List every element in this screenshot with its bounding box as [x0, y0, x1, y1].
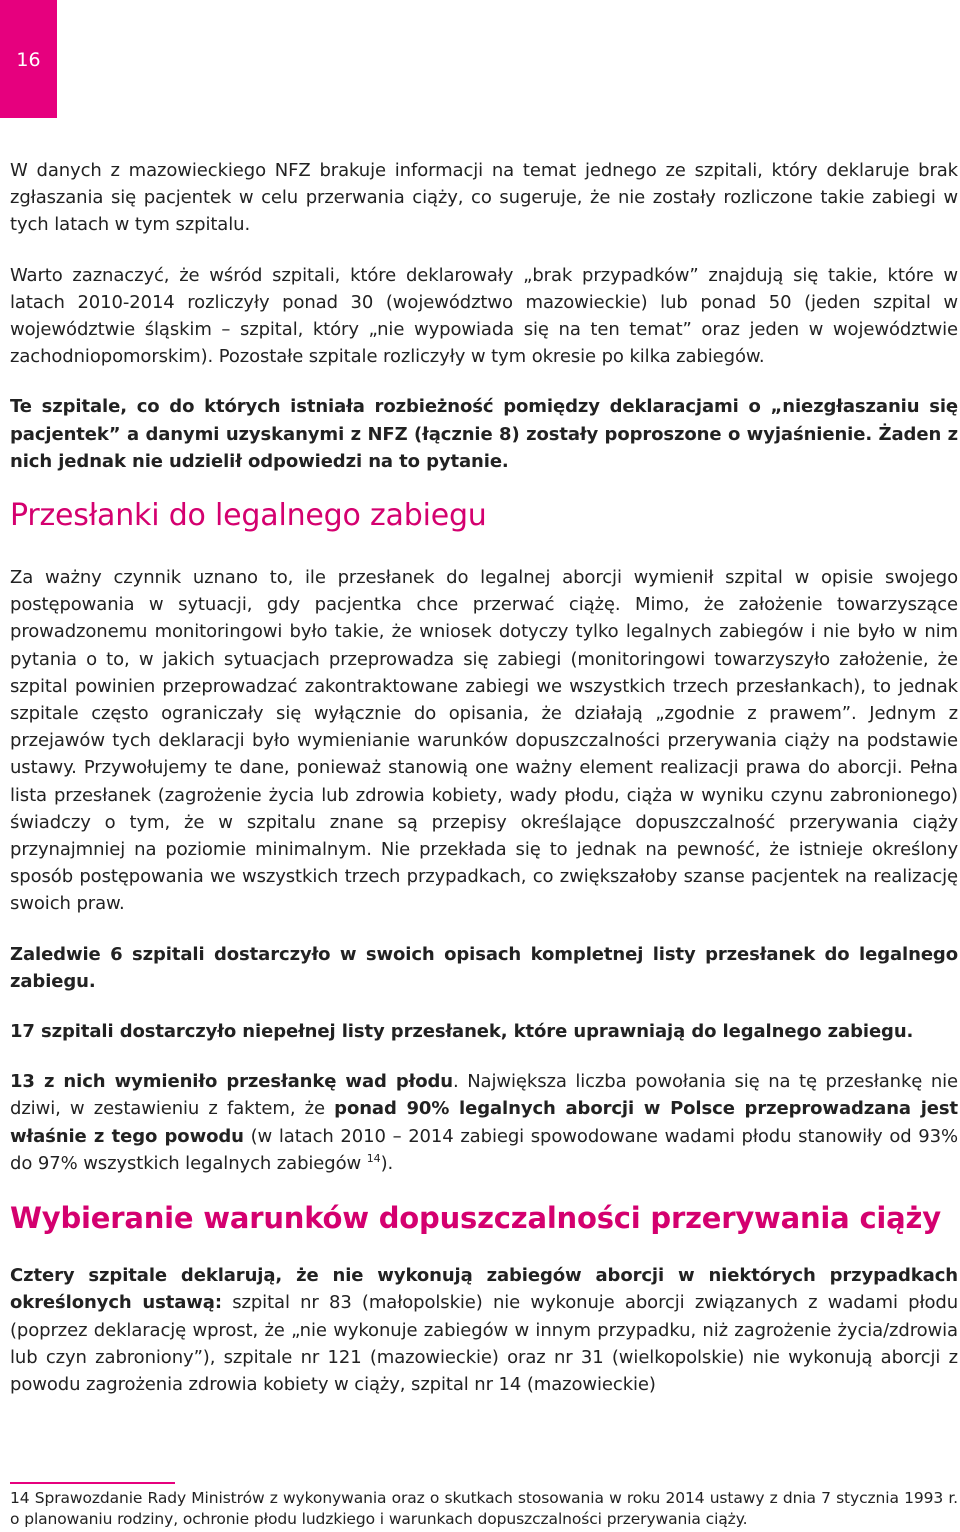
section1-paragraph-4 [10, 1068, 958, 1177]
intro-paragraph-1: W danych z mazowieckiego NFZ brakuje informacji na temat jednego ze szpitali, który deklaruje brak zgłaszania się pacjentek w celu przerwania ciąży, co sugeruje, że nie zostały rozliczone takie zabiegi w tych latach w tym szpitalu. [10, 160, 958, 236]
section1-p4-bold-2: ponad 90% legalnych aborcji w Polsce przeprowadzana jest właśnie z tego powodu [10, 1098, 958, 1147]
section2-p1-bold: Cztery szpitale deklarują, że nie wykonują zabiegów aborcji w niektórych przypadkach określonych ustawą: [10, 1265, 958, 1314]
section-heading-przeslanki: Przesłanki do legalnego zabiegu [10, 498, 487, 534]
main-content [10, 157, 958, 1421]
page-number-tab [0, 0, 57, 118]
section2-p1-text: szpital nr 83 (małopolskie) nie wykonuje aborcji związanych z wadami płodu (poprzez deklarację wprost, że „nie wykonuje zabiegów w innym przypadku, niż zagrożenie życia/zdrowia lub czyn zabroniony”), szpitale nr 121 (mazowieckie) oraz nr 31 (wielkopolskie) nie wykonują aborcji z powodu zagrożenia zdrowia kobiety w ciąży, szpital nr 14 (mazowieckie) [10, 1292, 959, 1395]
section2-paragraph-1 [10, 1262, 958, 1398]
section1-p4-text-1: . Największa liczba powołania się na tę przesłankę nie dziwi, w zestawieniu z faktem, że [10, 1071, 959, 1120]
section1-paragraph-2 [10, 941, 958, 995]
section1-paragraph-3-bold: 17 szpitali dostarczyło niepełnej listy przesłanek, które uprawniają do legalnego zabiegu. [10, 1021, 914, 1043]
intro-paragraph-3 [10, 393, 958, 475]
page-number: 16 [16, 49, 41, 71]
intro-paragraph-3-bold: Te szpitale, co do których istniała rozbieżność pomiędzy deklaracjami o „niezgłaszaniu się pacjentek” a danymi uzyskanymi z NFZ (łącznie 8) zostały poproszone o wyjaśnienie. Żaden z nich jednak nie udzielił odpowiedzi na to pytanie. [10, 396, 958, 472]
intro-paragraph-2: Warto zaznaczyć, że wśród szpitali, które deklarowały „brak przypadków” znajdują się takie, które w latach 2010-2014 rozliczyły ponad 30 (województwo mazowieckie) lub ponad 50 (jeden szpital w województwie śląskim – szpital, który „nie wypowiada się na ten temat” oraz jeden w województwie zachodniopomorskim). Pozostałe szpitale rozliczyły w tym okresie po kilka zabiegów. [10, 264, 958, 368]
section1-p4-text-2: (w latach 2010 – 2014 zabiegi spowodowane wadami płodu stanowiły od 93% do 97% wszystkich legalnych zabiegów [10, 1125, 958, 1174]
section1-paragraph-2-bold: Zaledwie 6 szpitali dostarczyło w swoich opisach kompletnej listy przesłanek do legalnego zabiegu. [10, 943, 958, 992]
footnote-divider [10, 1482, 175, 1484]
section1-p4-text-3: ). [380, 1152, 394, 1174]
section1-p4-bold-1: 13 z nich wymieniło przesłankę wad płodu [10, 1071, 454, 1093]
section1-paragraph-1: Za ważny czynnik uznano to, ile przesłanek do legalnej aborcji wymienił szpital w opisie swojego postępowania w sytuacji, gdy pacjentka chce przerwać ciążę. Mimo, że założenie towarzyszące prowadzonemu monitoringowi było takie, że wniosek dotyczy tylko legalnych zabiegów i nie było w nim pytania o to, w jakich sytuacjach przeprowadza się zabiegi (monitoringowi towarzyszyło założenie, że szpital powinien przeprowadzać zakontraktowane zabiegi we wszystkich trzech przesłankach), to jednak szpitale często ograniczały się wyłącznie do opisania, że działają „zgodnie z prawem”. Jednym z przejawów tych deklaracji było wymienianie warunków dopuszczalności przerywania ciąży na podstawie ustawy. Przywołujemy te dane, ponieważ stanowią one ważny element realizacji prawa do aborcji. Pełna lista przesłanek (zagrożenie życia lub zdrowia kobiety, wady płodu, ciąża w wyniku czynu zabronionego) świadczy o tym, że w szpitalu znane są przepisy określające dopuszczalność przerywania ciąży przynajmniej na poziomie minimalnym. Nie przekłada się to jednak na pewność, że istnieje określony sposób postępowania we wszystkich trzech przypadkach, co zwiększałoby szanse pacjentek na realizację swoich praw. [10, 567, 958, 915]
section-heading-wybieranie: Wybieranie warunków dopuszczalności przerywania ciąży [10, 1201, 941, 1236]
footnote-ref-14[interactable]: 14 [366, 1151, 381, 1165]
footnote-14: 14 Sprawozdanie Rady Ministrów z wykonywania oraz o skutkach stosowania w roku 2014 ustawy z dnia 7 stycznia 1993 r. o planowaniu rodziny, ochronie płodu ludzkiego i warunkach dopuszczalności przerywania ciąży. [10, 1489, 958, 1528]
section1-paragraph-3 [10, 1018, 958, 1045]
